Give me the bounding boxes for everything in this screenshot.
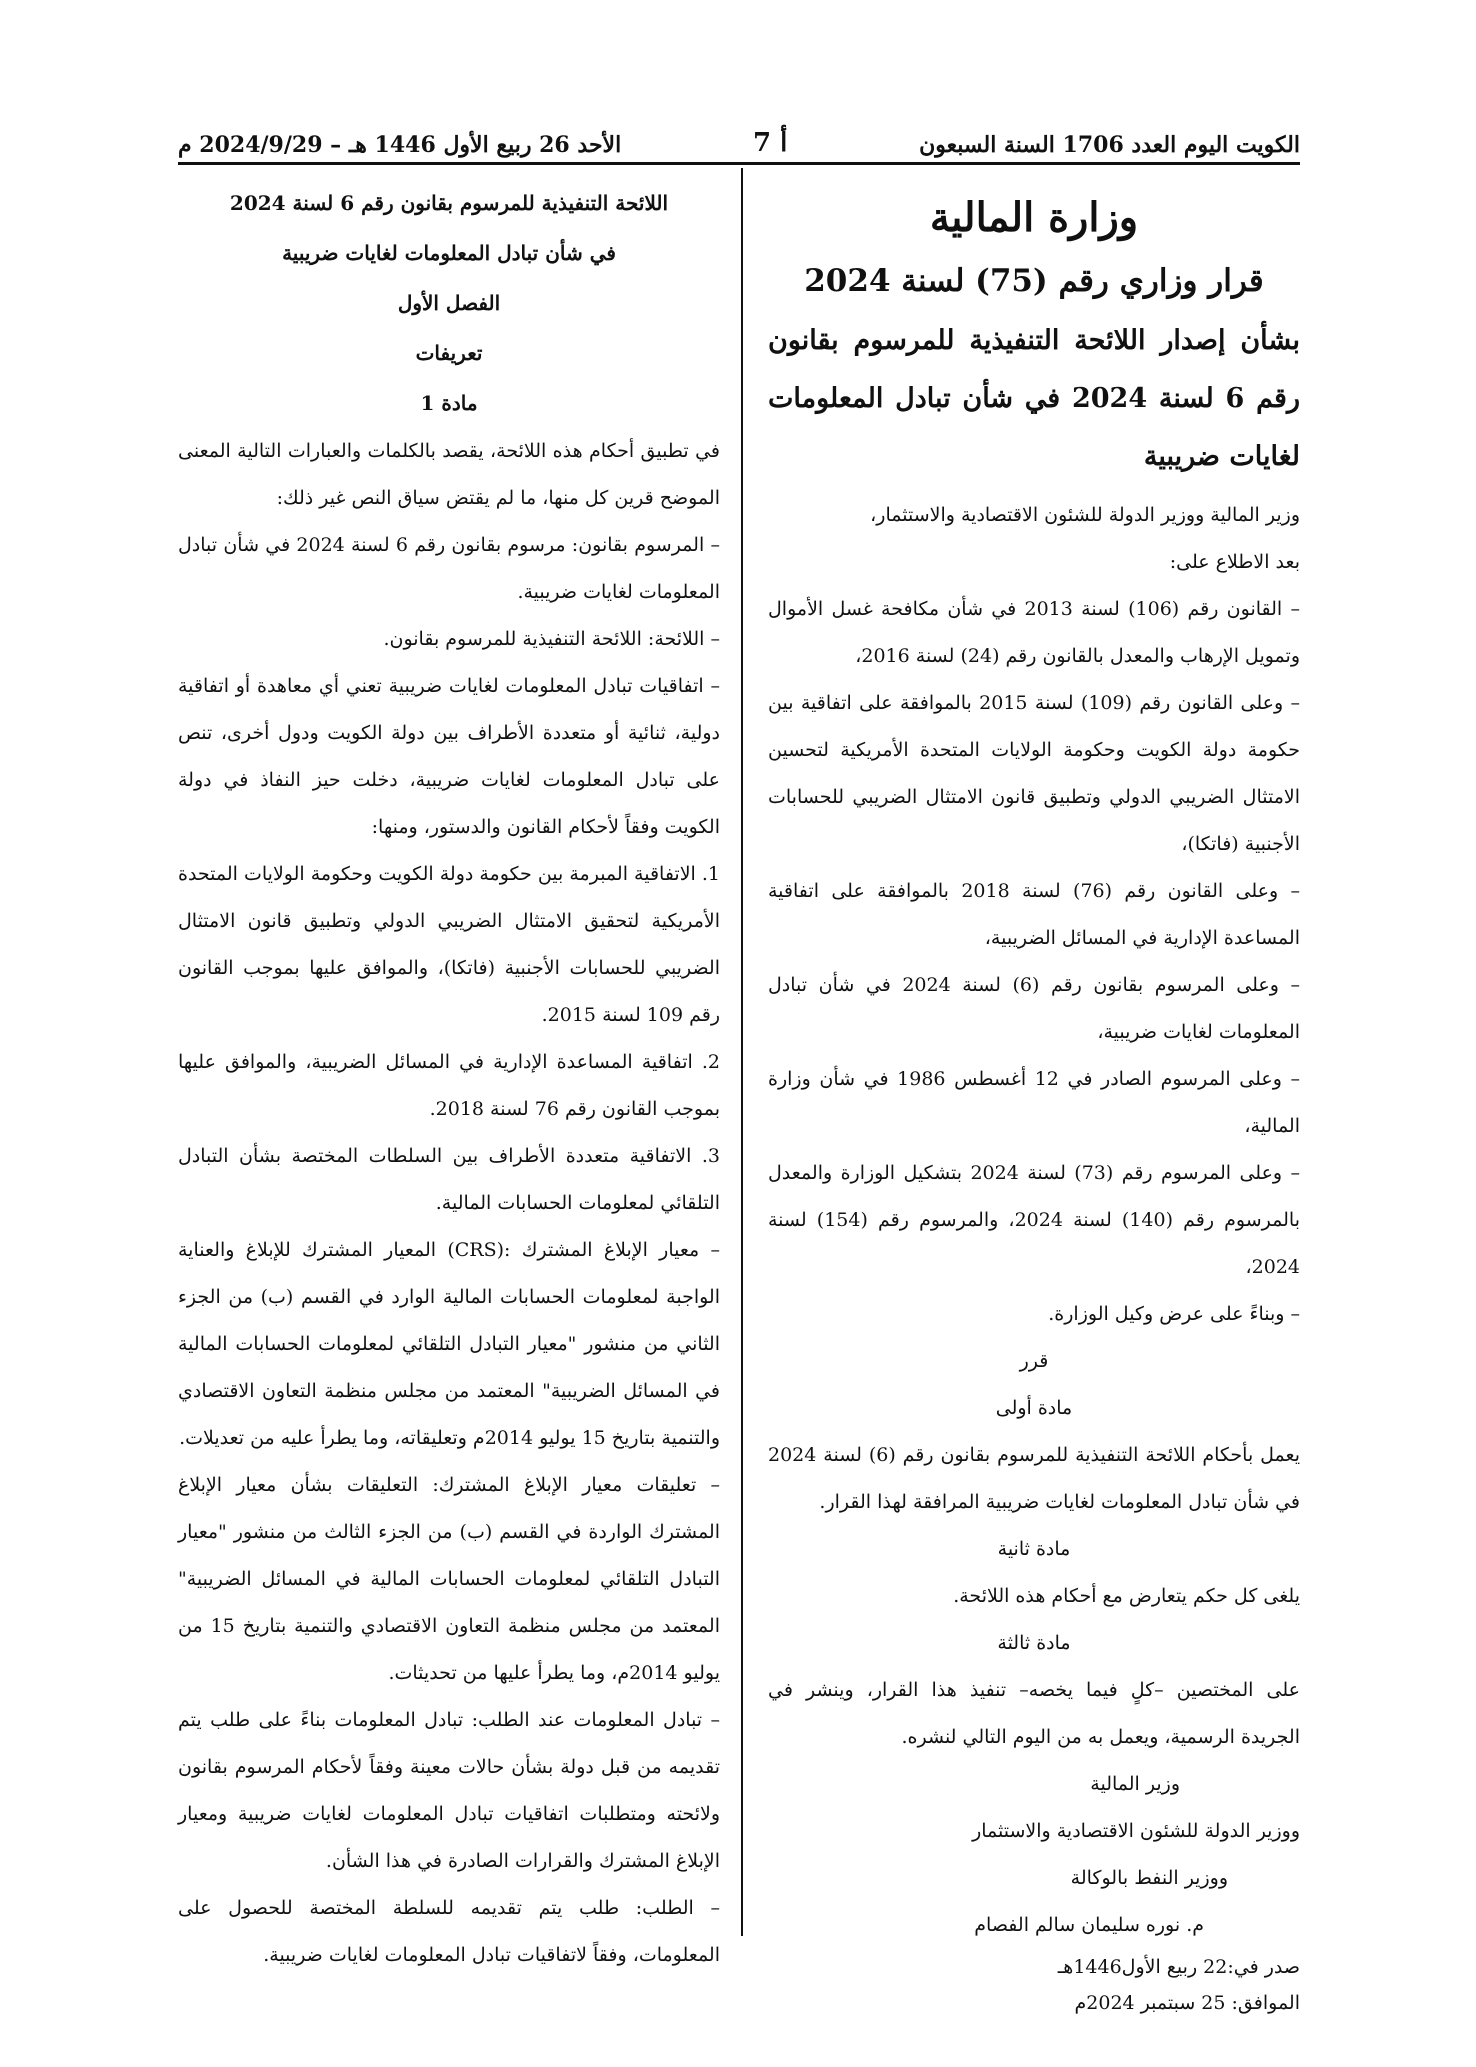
signature-title-3: ووزير النفط بالوكالة	[1070, 1867, 1228, 1889]
signature-title-2: ووزير الدولة للشئون الاقتصادية والاستثمار	[972, 1820, 1300, 1842]
article-heading: مادة 1	[420, 391, 478, 415]
corresponding-date: الموافق: 25 سبتمبر 2024م	[1074, 1992, 1300, 2014]
signature-title-1: وزير المالية	[1090, 1773, 1180, 1795]
preamble-line: – وعلى القانون رقم (109) لسنة 2015 بالموافقة على اتفاقية بين حكومة دولة الكويت وحكومة الولايات المتحدة الأمريكية لتحسين الامتثال الضريبي الدولي وتطبيق قانون الامتثال الضريبي للحسابات الأجنبية (فاتكا)،	[768, 692, 1300, 855]
article-3-text: على المختصين –كلٍ فيما يخصه– تنفيذ هذا القرار، وينشر في الجريدة الرسمية، ويعمل به من اليوم التالي لنشره.	[768, 1679, 1300, 1748]
preamble-line: – وبناءً على عرض وكيل الوزارة.	[1048, 1303, 1300, 1325]
definition-paragraph: 1. الاتفاقية المبرمة بين حكومة دولة الكويت وحكومة الولايات المتحدة الأمريكية لتحقيق الامتثال الضريبي الدولي وتطبيق قانون الامتثال الضريبي للحسابات الأجنبية (فاتكا)، والموافق عليها بموجب القانون رقم 109 لسنة 2015.	[177, 863, 720, 1026]
decision-subject: بشأن إصدار اللائحة التنفيذية للمرسوم بقانون رقم 6 لسنة 2024 في شأن تبادل المعلومات لغايات ضريبية	[768, 325, 1300, 472]
header-date: الأحد 26 ربيع الأول 1446 هـ – 2024/9/29 م	[178, 132, 622, 158]
definition-paragraph: – اتفاقيات تبادل المعلومات لغايات ضريبية تعني أي معاهدة أو اتفاقية دولية، ثنائية أو متعددة الأطراف بين دولة الكويت ودول أخرى، تنص على تبادل المعلومات لغايات ضريبية، دخلت حيز النفاذ في دولة الكويت وفقاً لأحكام القانون والدستور، ومنها:	[178, 675, 720, 838]
page-header	[178, 120, 1300, 158]
preamble-line: بعد الاطلاع على:	[1169, 551, 1300, 573]
article-2-title: مادة ثانية	[997, 1538, 1071, 1560]
article-3-title: مادة ثالثة	[997, 1632, 1071, 1654]
issued-date: صدر في:22 ربيع الأول1446هـ	[1057, 1956, 1300, 1978]
preamble-line: – القانون رقم (106) لسنة 2013 في شأن مكافحة غسل الأموال وتمويل الإرهاب والمعدل بالقانون رقم (24) لسنة 2016،	[768, 598, 1300, 667]
ministry-title: وزارة المالية	[929, 194, 1139, 241]
article-1-title: مادة أولى	[995, 1397, 1073, 1419]
chapter-heading: الفصل الأول	[397, 291, 501, 315]
definition-paragraph: 3. الاتفاقية متعددة الأطراف بين السلطات المختصة بشأن التبادل التلقائي لمعلومات الحسابات المالية.	[178, 1145, 720, 1214]
right-column	[768, 178, 1300, 2021]
definition-paragraph: – تبادل المعلومات عند الطلب: تبادل المعلومات بناءً على طلب يتم تقديمه من قبل دولة بشأن حالات معينة وفقاً لأحكام المرسوم بقانون ولائحته ومتطلبات اتفاقيات تبادل المعلومات لغايات ضريبية ومعيار الإبلاغ المشترك والقرارات الصادرة في هذا الشأن.	[178, 1709, 720, 1872]
article-2-text: يلغى كل حكم يتعارض مع أحكام هذه اللائحة.	[953, 1585, 1300, 1607]
definition-paragraph: – معيار الإبلاغ المشترك :(CRS) المعيار المشترك للإبلاغ والعناية الواجبة لمعلومات الحسابات المالية الوارد في القسم (ب) من الجزء الثاني من منشور "معيار التبادل التلقائي لمعلومات الحسابات المالية في المسائل الضريبية" المعتمد من مجلس منظمة التعاون الاقتصادي والتنمية بتاريخ 15 يوليو 2014م وتعليقاته، وما يطرأ عليه من تعديلات.	[178, 1239, 720, 1449]
decision-title: قرار وزاري رقم (75) لسنة 2024	[804, 263, 1264, 299]
definition-paragraph: – المرسوم بقانون: مرسوم بقانون رقم 6 لسنة 2024 في شأن تبادل المعلومات لغايات ضريبية.	[178, 534, 720, 603]
header-issue: الكويت اليوم العدد 1706 السنة السبعون	[919, 132, 1300, 158]
definition-paragraph: في تطبيق أحكام هذه اللائحة، يقصد بالكلمات والعبارات التالية المعنى الموضح قرين كل منها، ما لم يقتض سياق النص غير ذلك:	[178, 440, 720, 509]
left-column	[178, 178, 720, 1979]
header-page-number: أ 7	[752, 128, 788, 158]
regulation-title-line-1: اللائحة التنفيذية للمرسوم بقانون رقم 6 لسنة 2024	[229, 191, 669, 215]
preamble-line: – وعلى المرسوم بقانون رقم (6) لسنة 2024 في شأن تبادل المعلومات لغايات ضريبية،	[768, 974, 1300, 1043]
preamble-line: – وعلى المرسوم رقم (73) لسنة 2024 بتشكيل الوزارة والمعدل بالمرسوم رقم (140) لسنة 2024، والمرسوم رقم (154) لسنة 2024،	[768, 1162, 1301, 1278]
decided-heading: قرر	[1019, 1350, 1049, 1372]
definition-paragraph: – تعليقات معيار الإبلاغ المشترك: التعليقات بشأن معيار الإبلاغ المشترك الواردة في القسم (ب) من الجزء الثالث من منشور "معيار التبادل التلقائي لمعلومات الحسابات المالية في المسائل الضريبية" المعتمد من مجلس منظمة التعاون الاقتصادي والتنمية بتاريخ 15 من يوليو 2014م، وما يطرأ عليها من تحديثات.	[178, 1474, 720, 1684]
definition-paragraph: – الطلب: طلب يتم تقديمه للسلطة المختصة للحصول على المعلومات، وفقاً لاتفاقيات تبادل المعلومات لغايات ضريبية.	[178, 1897, 720, 1966]
definition-paragraph: 2. اتفاقية المساعدة الإدارية في المسائل الضريبية، والموافق عليها بموجب القانون رقم 76 لسنة 2018.	[178, 1051, 720, 1120]
chapter-title: تعريفات	[415, 341, 483, 365]
preamble-line: – وعلى المرسوم الصادر في 12 أغسطس 1986 في شأن وزارة المالية،	[768, 1068, 1300, 1137]
preamble-line: – وعلى القانون رقم (76) لسنة 2018 بالموافقة على اتفاقية المساعدة الإدارية في المسائل الضريبية،	[768, 880, 1300, 949]
column-divider	[741, 168, 743, 1936]
preamble-line: وزير المالية ووزير الدولة للشئون الاقتصادية والاستثمار،	[870, 504, 1300, 526]
header-rule	[178, 162, 1300, 165]
regulation-title-line-2: في شأن تبادل المعلومات لغايات ضريبية	[282, 241, 616, 265]
definition-paragraph: – اللائحة: اللائحة التنفيذية للمرسوم بقانون.	[383, 628, 720, 650]
signature-name: م. نوره سليمان سالم الفصام	[974, 1914, 1204, 1936]
article-1-text: يعمل بأحكام اللائحة التنفيذية للمرسوم بقانون رقم (6) لسنة 2024 في شأن تبادل المعلومات لغايات ضريبية المرافقة لهذا القرار.	[768, 1444, 1300, 1513]
